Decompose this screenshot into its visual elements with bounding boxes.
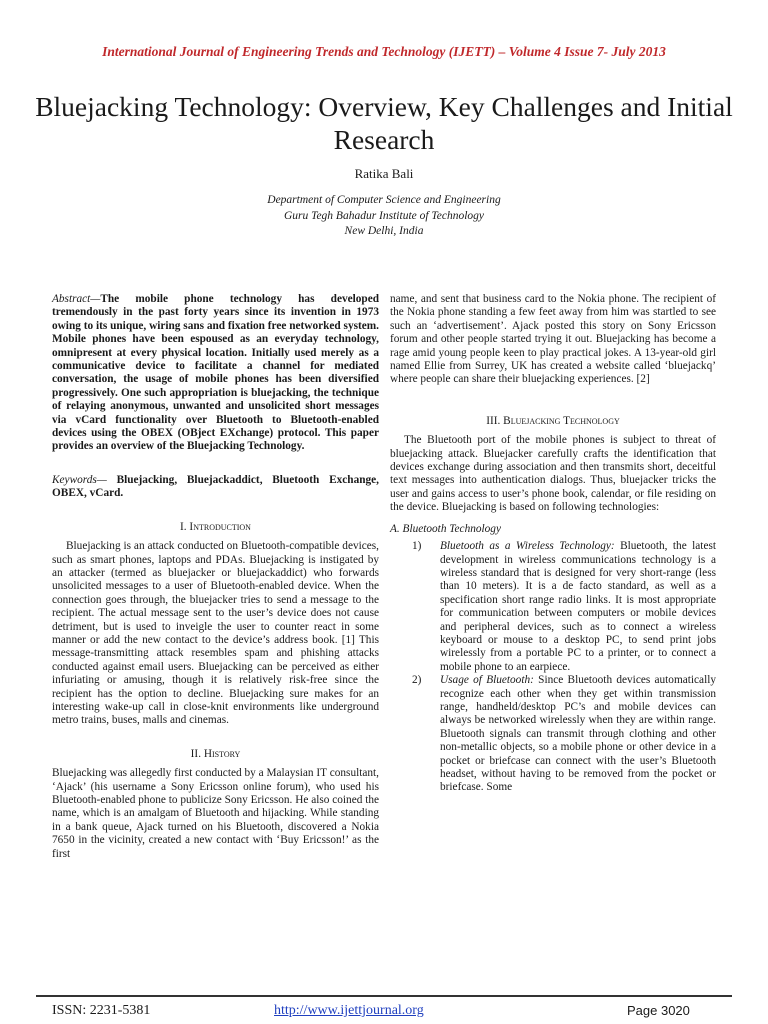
section-heading-introduction: I. Introduction xyxy=(180,520,251,533)
affiliation-department: Department of Computer Science and Engineering xyxy=(267,194,501,206)
history-paragraph-continued: name, and sent that business card to the Nokia phone. The recipient of the Nokia phone standing a few feet away from him was startled to see such an ‘advertisement’. Ajack posted this story on Sony Ericsson forum and other people started trying it out. Bluejacking has become a rage amid young people keen to play practical jokes. A 13-year-old girl named Ellie from Surrey, UK has created a website called ‘bluejackq’ where people can share their bluejacking experiences. [2] xyxy=(390,293,716,386)
abstract xyxy=(52,293,379,454)
list-item xyxy=(412,674,716,795)
list-item-text xyxy=(440,674,716,795)
list-item-body: Bluetooth, the latest development in wireless communications technology is a wireless standard that is designed for very short-range (less than 10 meters). It is a de facto standard, as well as a specification short range radio links. It is most appropriate for communication between computers or mobile devices and peripheral devices, such as to connect a wireless keyboard or mouse to a desktop PC, to send print jobs wirelessly from a portable PC to a printer, or to connect a mobile phone to an earpiece. xyxy=(440,540,716,673)
history-paragraph: Bluejacking was allegedly first conducted by a Malaysian IT consultant, ‘Ajack’ (his username a Sony Ericsson online forum), who used his Bluetooth-enabled phone to publicize Sony Ericsson. He also coined the name, which is an amalgam of Bluetooth and hijacking. While standing in a bank queue, Ajack turned on his Bluetooth, discovered a Nokia 7650 in the vicinity, created a new contact with ‘Buy Ericsson!’ as the first xyxy=(52,767,379,860)
footer-divider xyxy=(36,995,732,997)
list-item-lead: Usage of Bluetooth: xyxy=(440,674,534,687)
page-number: Page 3020 xyxy=(627,1003,690,1018)
keywords-text: Bluejacking, Bluejackaddict, Bluetooth Exchange, OBEX, vCard. xyxy=(52,473,379,500)
list-item-number: 2) xyxy=(412,674,422,687)
abstract-label: Abstract— xyxy=(52,293,101,305)
right-column xyxy=(390,293,716,795)
author-name: Ratika Bali xyxy=(354,166,414,181)
list-item-body: Since Bluetooth devices automatically recognize each other when they get within transmission range, handheld/desktop PC’s and mobile devices can always be networked wirelessly when they are within range. Bluetooth signals can transmit through clothing and other non-metallic objects, so a mobile phone or other device in a pocket or briefcase can connect with the user’s Bluetooth headset, without having to be removed from the pocket or briefcase. Some xyxy=(440,674,716,794)
list-item-number: 1) xyxy=(412,540,422,553)
keywords xyxy=(52,474,379,501)
author-affiliation xyxy=(0,193,768,240)
list-item-text xyxy=(440,540,716,674)
paper-title: Bluejacking Technology: Overview, Key Challenges and Initial Research xyxy=(35,91,733,155)
journal-website-link[interactable]: http://www.ijettjournal.org xyxy=(274,1003,424,1018)
abstract-text: The mobile phone technology has developed tremendously in the past forty years since its invention in 1973 owing to its unique, wiring sans and fixation free networked system. Mobile phones have been espoused as an everyday technology, omnipresent at every physical location. Initially used merely as a communicative device to facilitate a channel for mediated conversation, the usage of mobile phones has been diversified progressively. One such appropriation is bluejacking, the technique of relaying anonymous, unwanted and unsolicited short messages via vCard functionality over Bluetooth to Bluetooth-enabled devices using the OBEX (OBject EXchange) protocol. This paper provides an overview of the Bluejacking Technology. xyxy=(52,293,379,453)
journal-header: International Journal of Engineering Trends and Technology (IJETT) – Volume 4 Issue 7- July 2013 xyxy=(102,44,666,59)
list-item-lead: Bluetooth as a Wireless Technology: xyxy=(440,540,615,553)
affiliation-institute: Guru Tegh Bahadur Institute of Technology xyxy=(283,209,485,222)
section-heading-history: II. History xyxy=(190,747,241,760)
keywords-label: Keywords— xyxy=(52,473,107,486)
bluejacking-technology-paragraph: The Bluetooth port of the mobile phones is subject to threat of bluejacking attack. Bluejacker carefully crafts the identification that devices exchange during association and then transmits short, deceitful text messages into authentication dialogs. Thus, bluejacker tricks the user and gains access to user’s phone book, calendar, or file residing on the device. Bluejacking is based on following technologies: xyxy=(390,434,716,514)
introduction-paragraph: Bluejacking is an attack conducted on Bluetooth-compatible devices, such as smart phones, laptops and PDAs. Bluejacking is instigated by an attacker (termed as bluejacker or bluejackaddict) who forwards unsolicited messages to a user of Bluetooth-enabled device. When the connection goes through, the bluejacker tries to send a message to the recipient. The actual message sent to the user’s device does not cause detriment, but is used to inveigle the user to counter react in some manner or add the new contact to the device’s address book. [1] This message-transmitting attack resembles spam and phishing attacks conducted against email users. Bluejacking can be perceived as either infuriating or amusing, though it is relatively risk-free since the recipient has the option to decline. Bluejacking sure makes for an interesting wake-up call in close-knit environments like underground metro trains, buses, malls and cinemas. xyxy=(52,540,379,727)
list-item xyxy=(412,540,716,674)
section-heading-bluejacking-technology: III. Bluejacking Technology xyxy=(486,414,620,427)
left-column xyxy=(52,293,379,861)
affiliation-location: New Delhi, India xyxy=(344,225,424,237)
subsection-heading-bluetooth: A. Bluetooth Technology xyxy=(390,522,501,535)
footer-issn: ISSN: 2231-5381 xyxy=(52,1003,151,1018)
